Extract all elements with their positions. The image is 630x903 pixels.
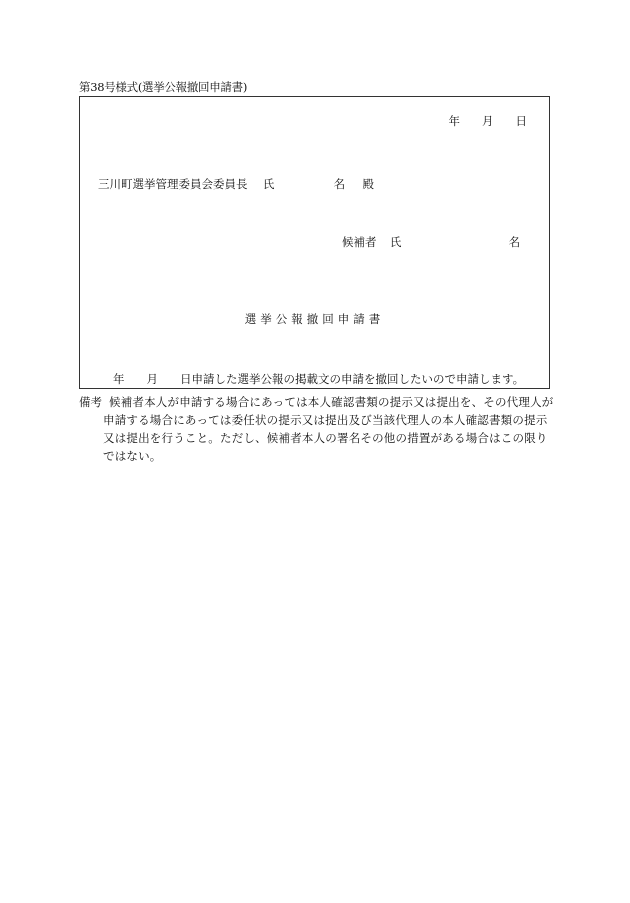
document-title: 選挙公報撤回申請書 [244, 312, 385, 326]
date-line [449, 114, 528, 128]
addressee-line [98, 177, 374, 191]
request-statement [113, 372, 524, 386]
date-year: 年 [448, 114, 460, 128]
notes [79, 393, 554, 465]
application-form [79, 96, 550, 389]
candidate-label: 候補者 [342, 235, 377, 249]
candidate-given: 名 [508, 235, 521, 249]
form-number: 第38号様式(選挙公報撤回申請書) [79, 80, 248, 94]
request-body: 日申請した選挙公報の掲載文の申請を撤回したいので申請します。 [180, 372, 525, 386]
request-year: 年 [113, 372, 125, 386]
candidate-line [342, 235, 520, 249]
addressee-honorific: 殿 [362, 177, 374, 191]
addressee-title: 三川町選挙管理委員会委員長 [98, 177, 248, 191]
request-month: 月 [146, 372, 158, 386]
addressee-given: 名 [333, 177, 346, 191]
notes-text: 候補者本人が申請する場合にあっては本人確認書類の提示又は提出を、その代理人が申請する場合にあっては委任状の提示又は提出及び当該代理人の本人確認書類の提示又は提出を行うこと。ただし、候補者本人の署名その他の措置がある場合はこの限りではない。 [103, 395, 554, 463]
date-month: 月 [482, 114, 494, 128]
addressee-surname: 氏 [262, 177, 275, 191]
notes-label: 備考 [79, 395, 102, 409]
candidate-surname: 氏 [389, 235, 402, 249]
date-day: 日 [515, 114, 527, 128]
